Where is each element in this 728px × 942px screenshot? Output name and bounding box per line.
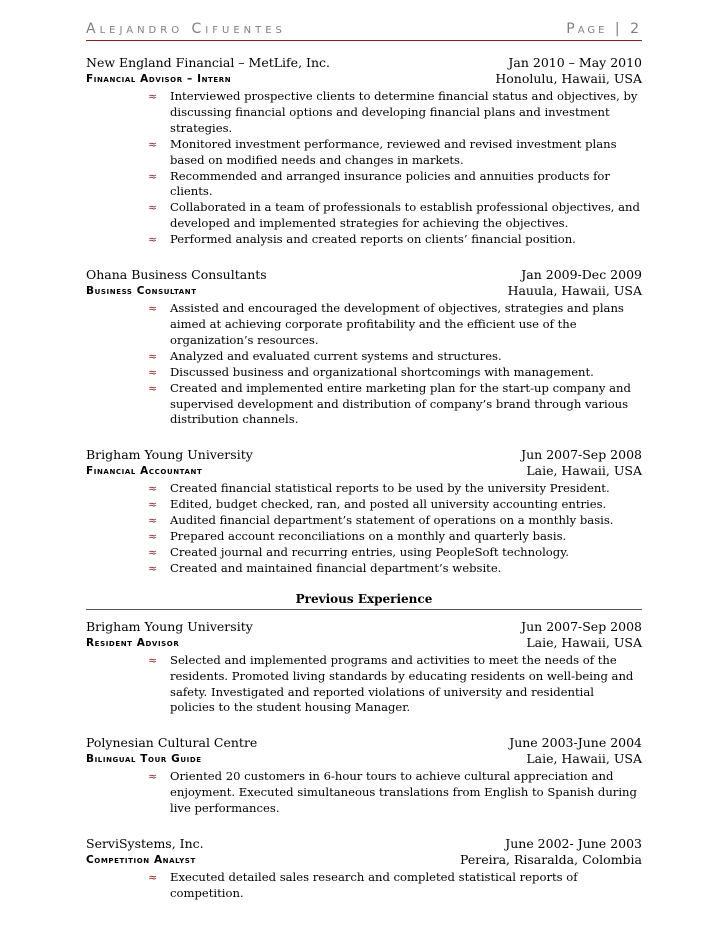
bullet-text: Oriented 20 customers in 6-hour tours to achieve cultural appreciation and enjoyment. Executed simultaneous translations from English to Spanish during live performances. (170, 769, 637, 816)
job-bullet-list (86, 301, 642, 428)
bullet-icon: ≈ (148, 90, 158, 103)
bullet-text: Created financial statistical reports to be used by the university President. (170, 481, 610, 496)
bullet-text: Created and implemented entire marketing plan for the start-up company and supervised development and distribution of company’s brand through various distribution channels. (170, 380, 631, 427)
job-bullet-list (86, 769, 642, 817)
job-bullet (148, 497, 642, 513)
job-dates: Jan 2009-Dec 2009 (521, 267, 642, 283)
job-company-line (86, 618, 642, 635)
job-bullet (148, 137, 642, 169)
job-bullet (148, 545, 642, 561)
bullet-text: Analyzed and evaluated current systems and structures. (170, 348, 502, 363)
bullet-icon: ≈ (148, 302, 158, 316)
bullet-text: Collaborated in a team of professionals to establish professional objectives, and developed and implemented strategies for achieving the objectives. (170, 200, 640, 231)
bullet-text: Interviewed prospective clients to determine financial status and objectives, by discussing financial options and developing financial plans and investment strategies. (170, 89, 638, 135)
job-entry (86, 446, 642, 576)
job-bullet (148, 365, 642, 381)
job-location: Honolulu, Hawaii, USA (495, 71, 642, 86)
job-dates: Jun 2007-Sep 2008 (521, 447, 642, 463)
job-location: Pereira, Risaralda, Colombia (459, 852, 642, 868)
job-bullet (148, 381, 642, 429)
bullet-icon: ≈ (148, 561, 158, 575)
job-dates: Jun 2007-Sep 2008 (521, 618, 642, 634)
job-bullet (148, 169, 642, 201)
bullet-text: Audited financial department’s statement of operations on a monthly basis. (170, 513, 614, 528)
job-title: Financial Accountant (86, 465, 203, 478)
bullet-text: Discussed business and organizational shortcomings with management. (170, 364, 594, 379)
job-title: Business Consultant (86, 285, 197, 298)
bullet-icon: ≈ (148, 233, 158, 247)
experience-list (86, 54, 642, 577)
job-company-line (86, 734, 642, 751)
job-company: Brigham Young University (86, 618, 253, 634)
job-bullet (148, 870, 642, 902)
job-company: ServiSystems, Inc. (86, 836, 204, 852)
job-location: Laie, Hawaii, USA (526, 634, 642, 650)
job-location: Laie, Hawaii, USA (526, 751, 642, 767)
job-bullet (148, 513, 642, 529)
job-bullet (148, 561, 642, 577)
job-bullet (148, 232, 642, 248)
job-company-line (86, 54, 642, 71)
bullet-icon: ≈ (148, 169, 158, 183)
bullet-icon: ≈ (148, 201, 158, 215)
bullet-icon: ≈ (148, 530, 158, 544)
bullet-text: Created and maintained financial department’s website. (170, 560, 502, 575)
job-company: Ohana Business Consultants (86, 267, 267, 283)
job-company-line (86, 266, 642, 283)
job-title-line (86, 463, 642, 479)
job-bullet-list (86, 481, 642, 576)
job-title: Financial Advisor – Intern (86, 73, 232, 85)
job-bullet (148, 481, 642, 497)
header-name: Alejandro Cifuentes (86, 21, 286, 37)
bullet-text: Selected and implemented programs and activities to meet the needs of the residents. Promoted living standards by educating residents on well-being and safety. Investigated and reported violations of university and residential policies to the student housing Manager. (170, 652, 634, 715)
bullet-text: Created journal and recurring entries, using PeopleSoft technology. (170, 544, 569, 559)
job-bullet (148, 349, 642, 365)
bullet-text: Executed detailed sales research and completed statistical reports of competition. (170, 870, 578, 900)
job-location: Hauula, Hawaii, USA (507, 283, 642, 299)
job-dates: Jan 2010 – May 2010 (508, 55, 642, 70)
job-bullet-list (86, 653, 642, 717)
job-dates: June 2002- June 2003 (505, 836, 642, 852)
job-title: Resident Advisor (86, 636, 180, 649)
bullet-text: Performed analysis and created reports on clients’ financial position. (170, 232, 576, 247)
bullet-text: Prepared account reconciliations on a monthly and quarterly basis. (170, 529, 567, 544)
page-header (86, 14, 642, 41)
bullet-icon: ≈ (148, 545, 158, 559)
job-title: Competition Analyst (86, 854, 196, 867)
job-bullet (148, 301, 642, 349)
job-bullet (148, 769, 642, 817)
previous-experience-heading: Previous Experience (86, 591, 642, 610)
job-title-line (86, 71, 642, 87)
job-title: Bilingual Tour Guide (86, 753, 202, 766)
bullet-icon: ≈ (148, 365, 158, 379)
resume-content (86, 54, 642, 920)
job-title-line (86, 283, 642, 299)
job-company: New England Financial – MetLife, Inc. (86, 55, 330, 70)
job-bullet (148, 200, 642, 232)
job-title-line (86, 635, 642, 651)
job-bullet (148, 89, 642, 137)
job-entry (86, 734, 642, 817)
header-page-number: Page | 2 (566, 21, 642, 37)
bullet-icon: ≈ (148, 482, 158, 496)
job-dates: June 2003-June 2004 (509, 735, 642, 751)
bullet-icon: ≈ (148, 137, 158, 151)
bullet-icon: ≈ (148, 349, 158, 363)
bullet-icon: ≈ (148, 498, 158, 512)
job-bullet-list (86, 870, 642, 902)
bullet-icon: ≈ (148, 653, 158, 667)
job-entry (86, 835, 642, 902)
job-location: Laie, Hawaii, USA (526, 463, 642, 479)
job-title-line (86, 751, 642, 767)
job-bullet-list (86, 89, 642, 248)
bullet-text: Monitored investment performance, reviewed and revised investment plans based on modified needs and changes in markets. (170, 136, 617, 167)
bullet-icon: ≈ (148, 770, 158, 784)
job-bullet (148, 653, 642, 717)
job-company-line (86, 446, 642, 463)
bullet-icon: ≈ (148, 514, 158, 528)
bullet-icon: ≈ (148, 381, 158, 395)
bullet-text: Edited, budget checked, ran, and posted all university accounting entries. (170, 497, 607, 512)
bullet-text: Recommended and arranged insurance policies and annuities products for clients. (170, 168, 610, 199)
bullet-text: Assisted and encouraged the development of objectives, strategies and plans aimed at achieving corporate profitability and the efficient use of the organization’s resources. (170, 301, 624, 347)
job-company-line (86, 835, 642, 852)
job-entry (86, 54, 642, 248)
job-bullet (148, 529, 642, 545)
bullet-icon: ≈ (148, 871, 158, 885)
previous-experience-list (86, 618, 642, 902)
job-company: Polynesian Cultural Centre (86, 735, 258, 751)
job-entry (86, 266, 642, 428)
job-title-line (86, 852, 642, 868)
job-company: Brigham Young University (86, 447, 253, 463)
job-entry (86, 618, 642, 717)
